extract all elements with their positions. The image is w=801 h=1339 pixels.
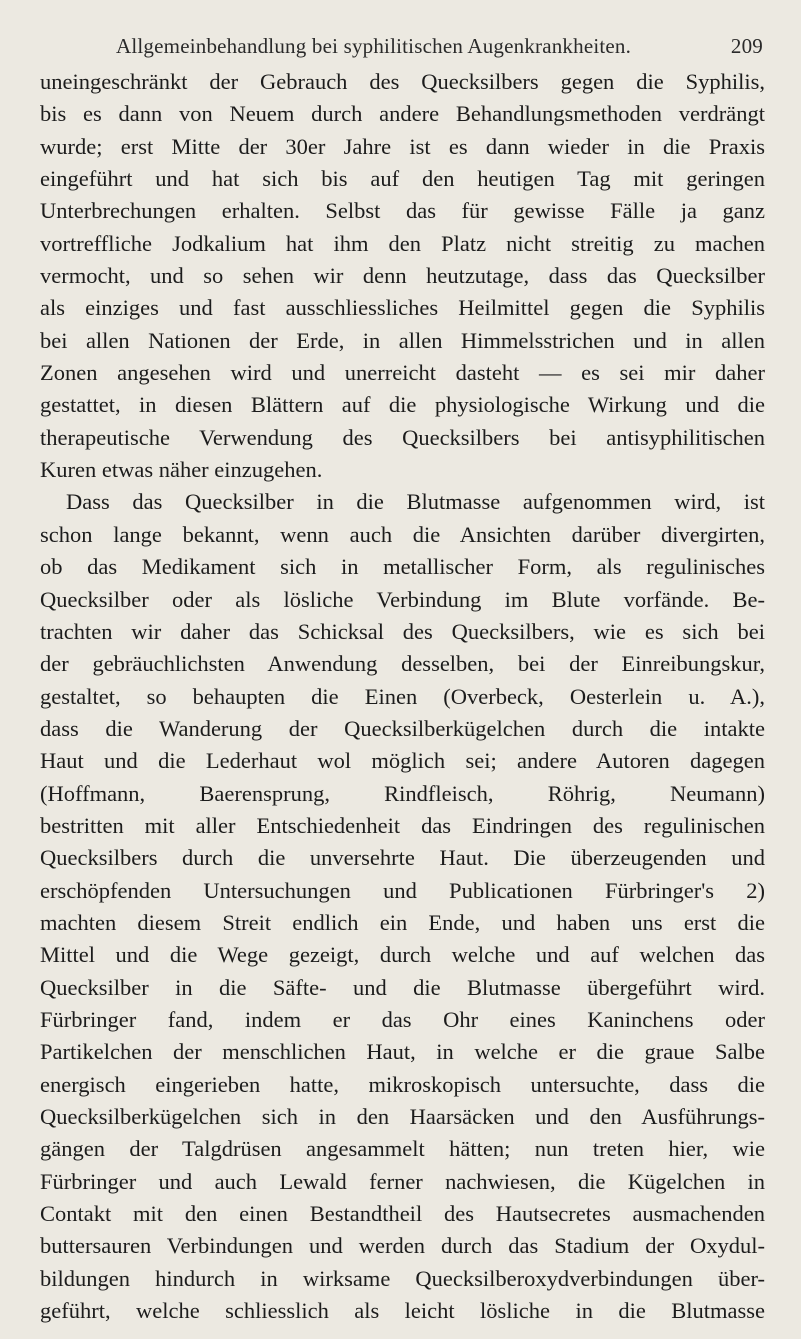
text-line: Quecksilbers durch die unversehrte Haut. Die überzeugenden und [40,845,765,871]
text-line: Kuren etwas näher einzugehen. [40,457,323,483]
text-line: machten diesem Streit endlich ein Ende, und haben uns erst die [40,909,765,935]
text-line: dass die Wanderung der Quecksilberkügelchen durch die intakte [40,715,765,741]
text-line: Dass das Quecksilber in die Blutmasse aufgenommen wird, ist [66,489,765,515]
text-line: Unterbrechungen erhalten. Selbst das für gewisse Fälle ja ganz [40,198,765,224]
text-line: bestritten mit aller Entschiedenheit das Eindringen des regulinischen [40,812,765,838]
text-line: eingeführt und hat sich bis auf den heutigen Tag mit geringen [40,166,765,192]
text-line: Quecksilber oder als lösliche Verbindung im Blute vorfände. Be- [40,586,765,612]
text-line: therapeutische Verwendung des Quecksilbers bei antisyphilitischen [40,424,765,450]
text-line: als einziges und fast ausschliessliches Heilmittel gegen die Syphilis [40,295,765,321]
text-line: wurde; erst Mitte der 30er Jahre ist es dann wieder in die Praxis [40,133,765,159]
running-title: Allgemeinbehandlung bei syphilitischen Augenkrankheiten. [116,34,632,58]
text-line: vortreffliche Jodkalium hat ihm den Platz nicht streitig zu machen [40,230,765,256]
running-header [40,30,765,66]
text-line: ob das Medikament sich in metallischer Form, als regulinisches [40,554,765,580]
text-line: Zonen angesehen wird und unerreicht dasteht — es sei mir daher [40,360,765,386]
text-line: erschöpfenden Untersuchungen und Publicationen Fürbringer's 2) [40,877,765,903]
text-line: Mittel und die Wege gezeigt, durch welche und auf welchen das [40,942,765,968]
text-line: (Hoffmann, Baerensprung, Rindfleisch, Röhrig, Neumann) [40,780,765,806]
text-line: Quecksilber in die Säfte- und die Blutmasse übergeführt wird. [40,974,765,1000]
text-line: energisch eingerieben hatte, mikroskopisch untersuchte, dass die [40,1071,765,1097]
text-line: bildungen hindurch in wirksame Quecksilberoxydverbindungen über- [40,1265,765,1291]
text-line: schon lange bekannt, wenn auch die Ansichten darüber divergirten, [40,521,765,547]
text-line: geführt, welche schliesslich als leicht lösliche in die Blutmasse [40,1298,765,1324]
page-number: 209 [730,34,763,58]
text-line: Partikelchen der menschlichen Haut, in welche er die graue Salbe [40,1039,765,1065]
text-line: der gebräuchlichsten Anwendung desselben, bei der Einreibungskur, [40,651,765,677]
text-line: trachten wir daher das Schicksal des Quecksilbers, wie es sich bei [40,618,765,644]
text-line: vermocht, und so sehen wir denn heutzutage, dass das Quecksilber [40,263,765,289]
text-line: buttersauren Verbindungen und werden durch das Stadium der Oxydul- [40,1233,765,1259]
text-line: gestaltet, so behaupten die Einen (Overbeck, Oesterlein u. A.), [40,683,765,709]
text-line: gestattet, in diesen Blättern auf die physiologische Wirkung und die [40,392,765,418]
text-line: Haut und die Lederhaut wol möglich sei; andere Autoren dagegen [40,748,765,774]
text-line: uneingeschränkt der Gebrauch des Quecksilbers gegen die Syphilis, [40,69,765,94]
text-line: bei allen Nationen der Erde, in allen Himmelsstrichen und in allen [40,327,765,353]
text-line: Fürbringer und auch Lewald ferner nachwiesen, die Kügelchen in [40,1168,765,1194]
text-line: bis es dann von Neuem durch andere Behandlungsmethoden verdrängt [40,101,765,127]
text-line: Contakt mit den einen Bestandtheil des Hautsecretes ausmachenden [40,1201,765,1227]
text-line: gängen der Talgdrüsen angesammelt hätten; nun treten hier, wie [40,1136,765,1162]
body-text [40,66,765,1327]
text-line: Quecksilberkügelchen sich in den Haarsäcken und den Ausführungs- [40,1104,765,1129]
text-line: Fürbringer fand, indem er das Ohr eines Kaninchens oder [40,1006,765,1032]
